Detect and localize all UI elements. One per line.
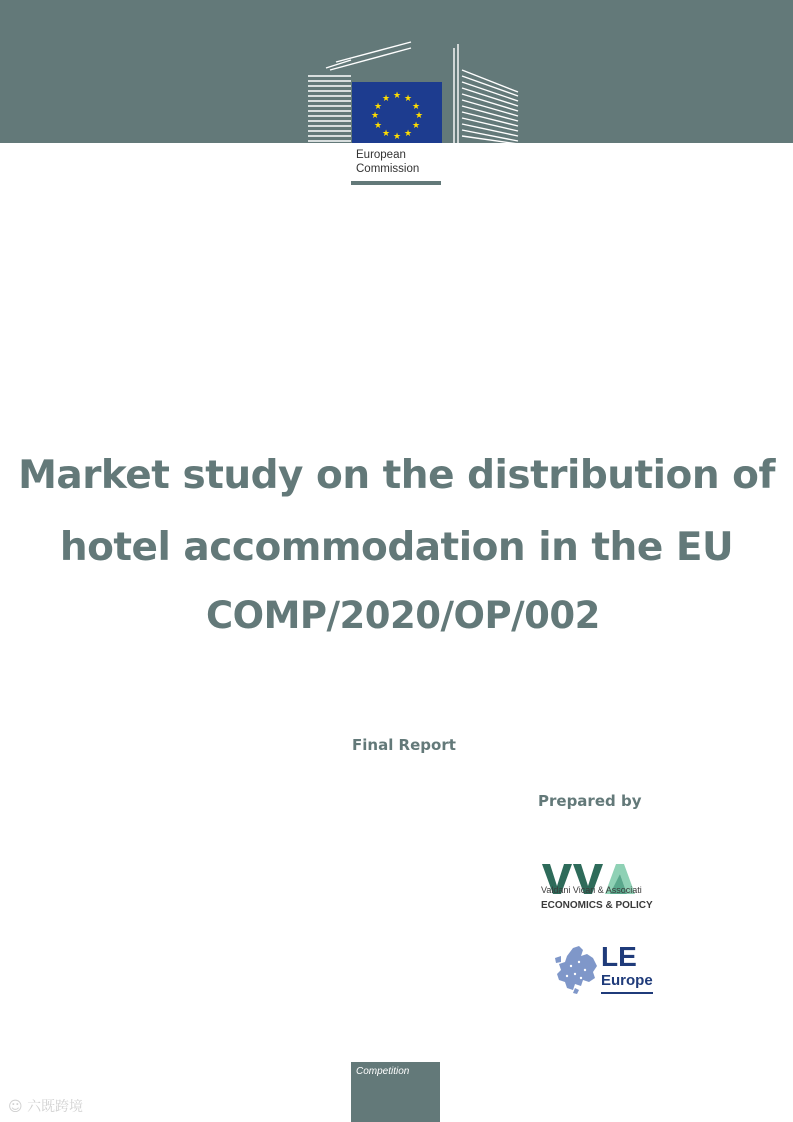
organisation-name bbox=[356, 148, 419, 176]
svg-text:★: ★ bbox=[381, 129, 391, 139]
section-label: Competition bbox=[356, 1066, 410, 1077]
report-type: Final Report bbox=[352, 736, 456, 754]
vva-tagline: ECONOMICS & POLICY bbox=[541, 900, 653, 911]
svg-text:★: ★ bbox=[370, 111, 380, 121]
europe-map-icon bbox=[553, 944, 601, 996]
section-tab bbox=[351, 1062, 440, 1122]
le-underline bbox=[601, 992, 653, 994]
svg-text:★: ★ bbox=[392, 132, 402, 142]
svg-text:★: ★ bbox=[403, 129, 413, 139]
vva-subtitle: Valdani Vicari & Associati bbox=[541, 885, 642, 895]
le-name: Europe bbox=[601, 972, 653, 989]
watermark bbox=[8, 1096, 83, 1116]
svg-text:★: ★ bbox=[411, 121, 421, 131]
svg-text:★: ★ bbox=[373, 102, 383, 112]
document-title bbox=[0, 440, 793, 648]
svg-text:★: ★ bbox=[403, 94, 413, 104]
svg-text:★: ★ bbox=[381, 94, 391, 104]
le-mark: LE bbox=[601, 941, 637, 972]
title-line-2: hotel accommodation in the EU bbox=[59, 525, 734, 570]
organisation-underline bbox=[351, 181, 441, 185]
organisation-name-line2: Commission bbox=[356, 163, 420, 175]
procedure-code: COMP/2020/OP/002 bbox=[206, 594, 600, 637]
svg-text:★: ★ bbox=[392, 91, 402, 101]
watermark-text: 六既跨境 bbox=[27, 1099, 84, 1115]
svg-text:★: ★ bbox=[373, 121, 383, 131]
organisation-name-line1: European bbox=[356, 149, 406, 161]
european-commission-logo bbox=[306, 40, 521, 146]
svg-text:★: ★ bbox=[414, 111, 424, 121]
prepared-by-label: Prepared by bbox=[538, 792, 642, 810]
title-line-1: Market study on the distribution of bbox=[18, 453, 775, 498]
svg-text:★: ★ bbox=[411, 102, 421, 112]
watermark-logo-icon: ☺ bbox=[8, 1099, 23, 1115]
